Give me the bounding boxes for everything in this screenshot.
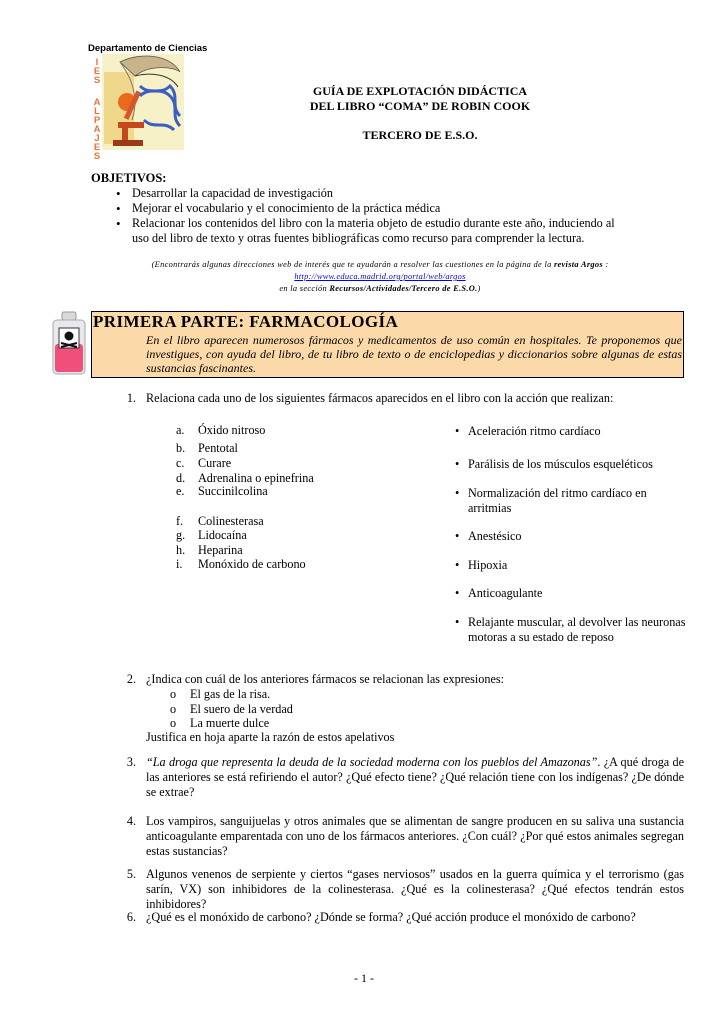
part1-description: En el libro aparecen numerosos fármacos y medicamentos de uso común en hospitales. Te proponemos que investigues, con ayuda del libro, de tu libro de texto o de enciclopedias y diccionarios sobre algunas de estas sustancias fascinantes. bbox=[146, 333, 682, 375]
list-item: o La muerte dulce bbox=[170, 716, 270, 730]
part1-title: PRIMERA PARTE: FARMACOLOGÍA bbox=[93, 312, 399, 331]
question-5-text: Algunos venenos de serpiente y ciertos “gases nerviosos” usados en la guerra química y el terrorismo (gas sarín, VX) son inhibidores de la colinesterasa. ¿Qué es la colinesterasa? ¿Qué efectos tendrán estos inhibidores? bbox=[146, 867, 684, 911]
drug-item: d. Adrenalina o epinefrina bbox=[176, 471, 314, 485]
doc-title-line2: DEL LIBRO “COMA” DE ROBIN COOK bbox=[309, 99, 531, 113]
list-item: • Mejorar el vocabulario y el conocimiento de la práctica médica bbox=[102, 201, 632, 216]
action-item: • Anestésico bbox=[455, 529, 522, 543]
drug-item: b. Pentotal bbox=[176, 441, 238, 455]
drug-item: e. Succinilcolina bbox=[176, 484, 268, 498]
drug-item: a. Óxido nitroso bbox=[176, 423, 266, 437]
action-item: • Aceleración ritmo cardíaco bbox=[455, 424, 601, 438]
objectives-list bbox=[102, 186, 632, 246]
list-item: • Relacionar los contenidos del libro con la materia objeto de estudio durante este año, induciendo al uso del libro de texto y otras fuentes bibliográficas como recurso para comprender la lectura. bbox=[102, 216, 632, 246]
doc-title-line1: GUÍA DE EXPLOTACIÓN DIDÁCTICA bbox=[312, 84, 528, 98]
action-item: • Anticoagulante bbox=[455, 586, 543, 600]
action-item: • Parálisis de los músculos esqueléticos bbox=[455, 457, 653, 471]
question-number: 1. bbox=[126, 391, 136, 405]
question-number: 3. bbox=[126, 755, 136, 769]
question-3-text: “La droga que representa la deuda de la sociedad moderna con los pueblos del Amazonas”. ¿A qué droga de las anteriores se está refiriendo el autor? ¿Qué efecto tiene? ¿Qué relación tiene con los indígenas? ¿De dónde se extrae? bbox=[146, 755, 684, 799]
list-item: • Desarrollar la capacidad de investigación bbox=[102, 186, 632, 201]
drug-item: h. Heparina bbox=[176, 543, 243, 557]
doc-course: TERCERO DE E.S.O. bbox=[362, 128, 478, 142]
question-number: 6. bbox=[126, 910, 136, 924]
question-6-text: ¿Qué es el monóxido de carbono? ¿Dónde se forma? ¿Qué acción produce el monóxido de carbono? bbox=[146, 910, 636, 924]
question-4-text: Los vampiros, sanguijuelas y otros animales que se alimentan de sangre producen en su saliva una sustancia anticoagulante emparentada con uno de los fármacos anteriores. ¿Con cuál? ¿Por qué estos animales segregan estas sustancias? bbox=[146, 814, 684, 858]
drug-item: c. Curare bbox=[176, 456, 232, 470]
question-number: 4. bbox=[126, 814, 136, 828]
argos-link[interactable]: http://www.educa.madrid.org/portal/web/argos bbox=[294, 272, 466, 281]
list-item: o El gas de la risa. bbox=[170, 687, 271, 701]
resources-note: (Encontrarás algunas direcciones web de interés que te ayudarán a resolver las cuestiones en la página de la revista Argos : http://www.educa.madrid.org/portal/web/argos en la sección Recursos/Actividades/Tercero de E.S.O.) bbox=[151, 260, 609, 293]
action-item: • Normalización del ritmo cardíaco en arritmias bbox=[455, 486, 647, 515]
drug-item: i. Monóxido de carbono bbox=[176, 557, 306, 571]
question-2-text: ¿Indica con cuál de los anteriores fármacos se relacionan las expresiones: bbox=[146, 672, 505, 686]
department-label: Departamento de Ciencias bbox=[88, 43, 208, 54]
question-number: 5. bbox=[126, 867, 136, 881]
list-item: o El suero de la verdad bbox=[170, 702, 293, 716]
action-item: • Hipoxia bbox=[455, 558, 508, 572]
drug-item: f. Colinesterasa bbox=[176, 514, 264, 528]
objectives-heading: OBJETIVOS: bbox=[91, 171, 167, 185]
page-number: - 1 - bbox=[354, 971, 374, 985]
question-2-justify: Justifica en hoja aparte la razón de estos apelativos bbox=[146, 730, 395, 744]
question-1-text: Relaciona cada uno de los siguientes fármacos aparecidos en el libro con la acción que realizan: bbox=[146, 391, 614, 405]
drug-item: g. Lidocaína bbox=[176, 528, 247, 542]
action-item: • Relajante muscular, al devolver las neuronas motoras a su estado de reposo bbox=[455, 615, 686, 644]
question-number: 2. bbox=[126, 672, 136, 686]
logo-vertical-letters: I E S A L P A J E S bbox=[93, 57, 101, 162]
poison-bottle-icon bbox=[50, 310, 88, 376]
